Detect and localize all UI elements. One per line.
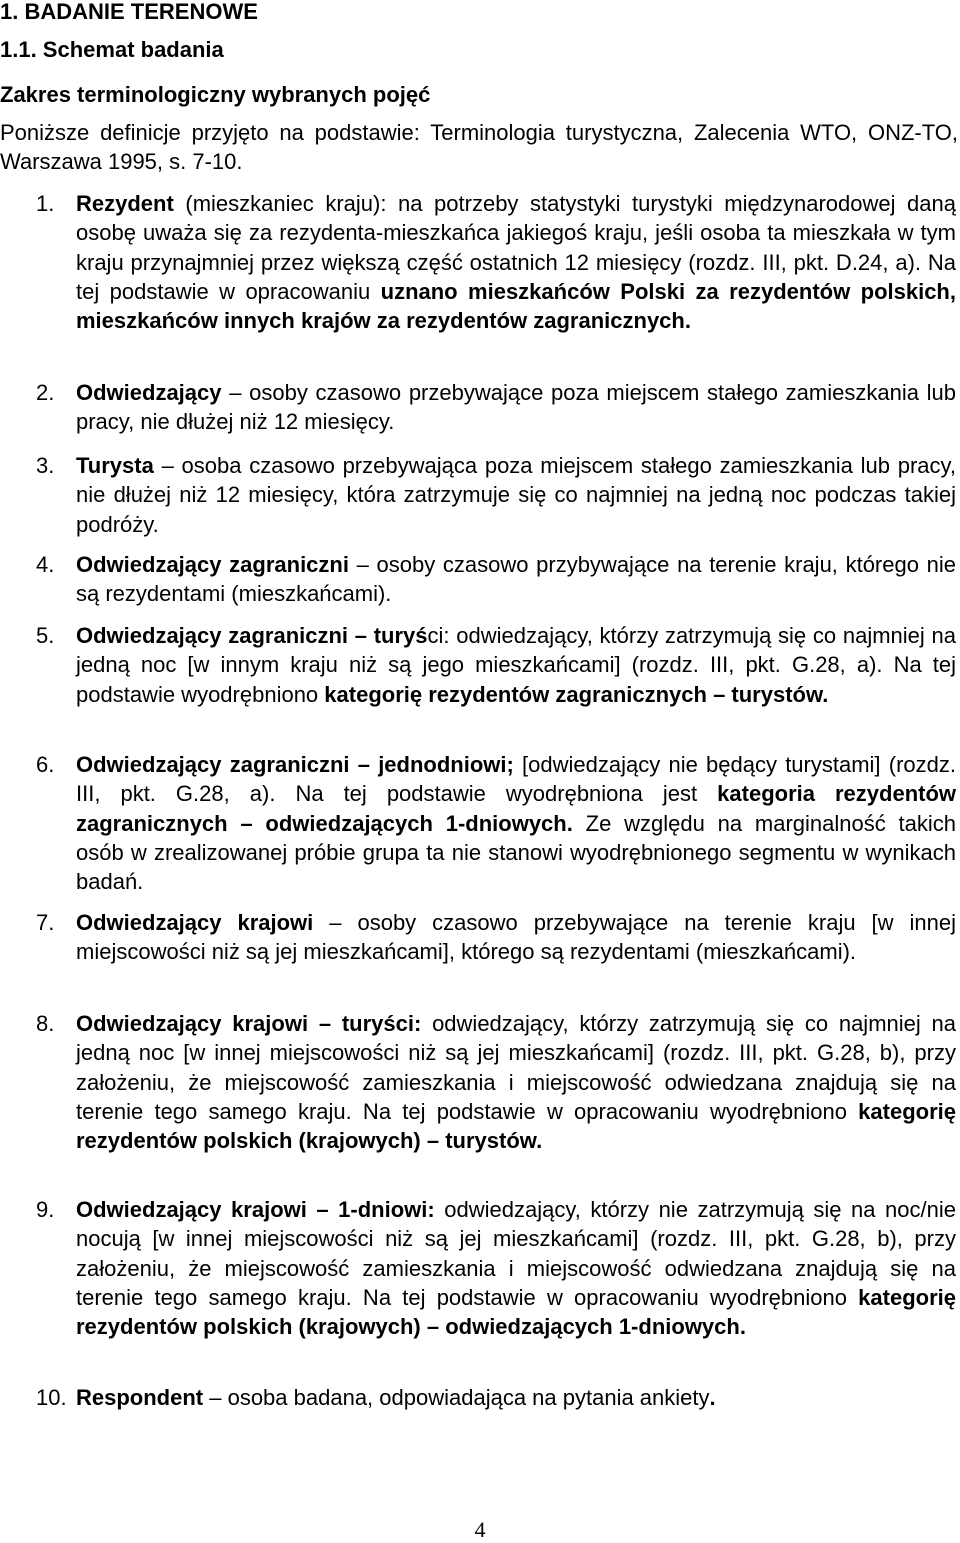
term: Odwiedzający zagraniczni – jednodniowi; — [76, 752, 514, 777]
definition-text-tail: Ze względu na marginalność takich osób w zrealizowanej próbie grupa ta nie stanowi wyodrębnionego segmentu w wynikach badań. — [76, 810, 957, 895]
definition-item-6 — [36, 750, 957, 896]
chapter-heading: 1. BADANIE TERENOWE — [0, 0, 258, 24]
definition-text: ci: odwiedzający, którzy zatrzymują się co najmniej na jedną noc [w innym kraju niż są jego mieszkańcami] (rozdz. III, pkt. G.28, a). Na tej podstawie wyodrębniono — [76, 623, 956, 707]
page-number: 4 — [474, 1517, 486, 1542]
term: Odwiedzający zagraniczni – turyś — [76, 623, 428, 648]
definition-text: – osoby czasowo przebywające poza miejscem stałego zamieszkania lub pracy, nie dłużej niż 12 miesięcy. — [76, 380, 956, 435]
term: Odwiedzający krajowi – 1-dniowi: — [76, 1197, 435, 1222]
definition-item-5 — [36, 621, 956, 709]
item-number: 9. — [36, 1197, 55, 1222]
emphasis: kategoria rezydentów zagranicznych – odwiedzających 1-dniowych. — [76, 781, 957, 836]
definition-item-8 — [36, 1009, 956, 1155]
definition-text: (mieszkaniec kraju): na potrzeby statystyki turystyki międzynarodowej daną osobę uważa się za rezydenta-mieszkańca jakiegoś kraju, jeśli osoba ta mieszkała w tym kraju przynajmniej przez większą część ostatnich 12 miesięcy (rozdz. III, pkt. D.24, a). Na tej podstawie w opracowaniu — [76, 191, 956, 304]
item-number: 6. — [36, 752, 55, 777]
definition-item-4 — [36, 550, 956, 609]
item-number: 5. — [36, 623, 55, 648]
definition-item-10 — [36, 1383, 956, 1412]
definition-text: – osoby czasowo przebywające na terenie kraju [w innej miejscowości niż są jej mieszkańcami], którego są rezydentami (mieszkańcami). — [76, 910, 956, 965]
term: Turysta — [76, 453, 154, 478]
term: Rezydent — [76, 191, 174, 216]
definition-text: odwiedzający, którzy zatrzymują się co najmniej na jedną noc [w innej miejscowości niż są jej mieszkańcami] (rozdz. III, pkt. G.28, b), przy założeniu, że miejscowość zamieszkania i miejscowość odwiedzana znajdują się na terenie tego samego kraju. Na tej podstawie w opracowaniu wyodrębniono — [76, 1011, 956, 1124]
definition-item-3 — [36, 451, 956, 539]
definition-text: – osoba czasowo przebywająca poza miejscem stałego zamieszkania lub pracy, nie dłużej niż 12 miesięcy, która zatrzymuje się co najmniej na jedną noc podczas takiej podróży. — [76, 453, 956, 537]
emphasis: . — [709, 1385, 716, 1410]
definition-item-2 — [36, 378, 956, 437]
definition-item-1 — [36, 189, 956, 335]
term: Odwiedzający — [76, 380, 222, 405]
definition-text: – osoba badana, odpowiadająca na pytania ankiety — [203, 1385, 710, 1410]
term: Odwiedzający zagraniczni — [76, 552, 349, 577]
definition-text: [odwiedzający nie będący turystami] (rozdz. III, pkt. G.28, a). Na tej podstawie wyodrębniona jest — [76, 752, 956, 807]
definition-text: – osoby czasowo przybywające na terenie kraju, którego nie są rezydentami (mieszkańcami). — [76, 552, 956, 607]
emphasis: kategorię rezydentów zagranicznych – turystów. — [324, 681, 829, 707]
emphasis: kategorię rezydentów polskich (krajowych) – odwiedzających 1-dniowych. — [76, 1284, 956, 1340]
item-number: 3. — [36, 453, 55, 478]
term: Respondent — [76, 1385, 204, 1410]
item-number: 2. — [36, 380, 55, 405]
item-number: 4. — [36, 552, 55, 577]
definition-text: odwiedzający, którzy nie zatrzymują się na noc/nie nocują [w innej miejscowości niż są jej mieszkańcami] (rozdz. III, pkt. G.28, b), przy założeniu, że miejscowość zamieszkania i miejscowość odwiedzana znajdują się na terenie tego samego kraju. Na tej podstawie w opracowaniu wyodrębniono — [76, 1197, 956, 1310]
term: Odwiedzający krajowi – turyści: — [76, 1011, 422, 1036]
item-number: 7. — [36, 910, 55, 935]
item-number: 10. — [36, 1385, 67, 1410]
section-heading: 1.1. Schemat badania — [0, 37, 224, 62]
item-number: 8. — [36, 1011, 55, 1036]
definition-item-9 — [36, 1195, 956, 1341]
item-number: 1. — [36, 191, 55, 216]
emphasis: kategorię rezydentów polskich (krajowych) – turystów. — [76, 1098, 956, 1154]
intro-paragraph: Poniższe definicje przyjęto na podstawie: Terminologia turystyczna, Zalecenia WTO, ONZ-TO, Warszawa 1995, s. 7-10. — [0, 120, 958, 174]
emphasis: uznano mieszkańców Polski za rezydentów polskich, mieszkańców innych krajów za rezydentów zagranicznych. — [76, 278, 956, 334]
definition-item-7 — [36, 908, 956, 967]
term: Odwiedzający krajowi — [76, 910, 314, 935]
subsection-heading: Zakres terminologiczny wybranych pojęć — [0, 82, 431, 107]
